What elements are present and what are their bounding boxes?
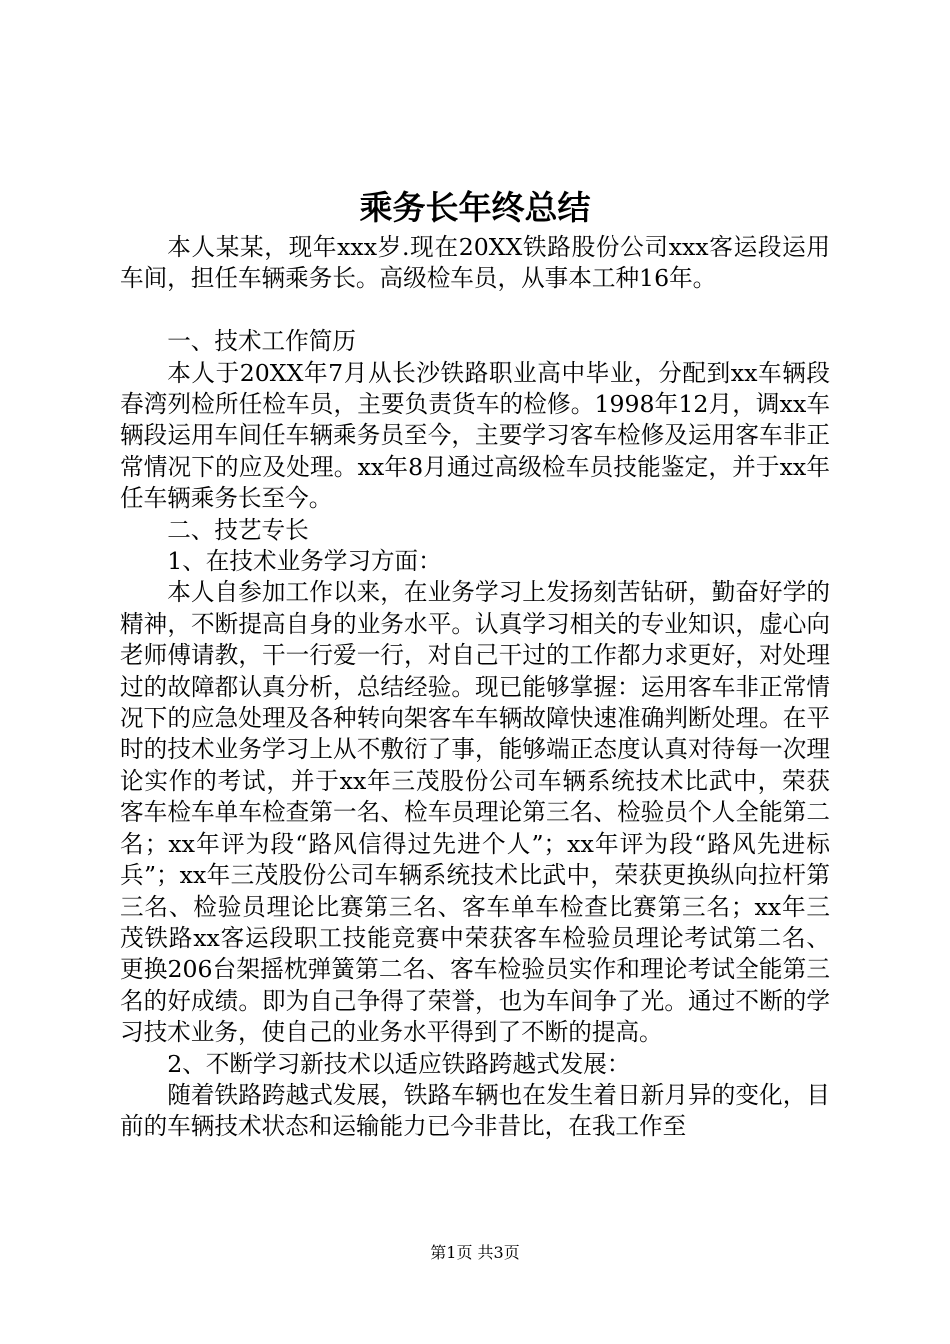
page-footer: 第1页 共3页 (430, 1243, 520, 1262)
subheading-1: 1、在技术业务学习方面： (167, 547, 442, 576)
document-body (120, 232, 830, 1143)
study-paragraph: 本人自参加工作以来，在业务学习上发扬刻苦钻研，勤奋好学的精神，不断提高自身的业务水平。认真学习相关的专业知识，虚心向老师傅请教，干一行爱一行，对自己干过的工作都力求更好，对处理过的故障都认真分析，总结经验。现已能够掌握：运用客车非正常情况下的应急处理及各种转向架客车车辆故障快速准确判断处理。在平时的技术业务学习上从不敷衍了事，能够端正态度认真对待每一次理论实作的考试，并于xx年三茂股份公司车辆系统技术比武中，荣获客车检车单车检查第一名、检车员理论第三名、检验员个人全能第二名；xx年评为段“路风信得过先进个人”；xx年评为段“路风先进标兵”；xx年三茂股份公司车辆系统技术比武中，荣获更换纵向拉杆第三名、检验员理论比赛第三名、客车单车检查比赛第三名；xx年三茂铁路xx客运段职工技能竞赛中荣获客车检验员理论考试第二名、更换206台架摇枕弹簧第二名、客车检验员实作和理论考试全能第三名的好成绩。即为自己争得了荣誉，也为车间争了光。通过不断的学习技术业务，使自己的业务水平得到了不断的提高。 (120, 578, 830, 1047)
development-paragraph: 随着铁路跨越式发展，铁路车辆也在发生着日新月异的变化，目前的车辆技术状态和运输能力已今非昔比，在我工作至 (120, 1080, 830, 1141)
subheading-2: 2、不断学习新技术以适应铁路跨越式发展： (167, 1049, 631, 1078)
section-heading-2: 二、技艺专长 (167, 515, 309, 544)
intro-paragraph: 本人某某，现年xxx岁.现在20XX铁路股份公司xxx客运段运用车间，担任车辆乘务长。高级检车员，从事本工种16年。 (120, 233, 830, 293)
work-history-paragraph: 本人于20XX年7月从长沙铁路职业高中毕业，分配到xx车辆段春湾列检所任检车员，主要负责货车的检修。1998年12月，调xx车辆段运用车间任车辆乘务员至今，主要学习客车检修及运用客车非正常情况下的应及处理。xx年8月通过高级检车员技能鉴定，并于xx年任车辆乘务长至今。 (120, 358, 830, 513)
section-heading-1: 一、技术工作简历 (167, 327, 356, 356)
document-title: 乘务长年终总结 (359, 188, 591, 227)
paragraph-gap (120, 295, 830, 326)
